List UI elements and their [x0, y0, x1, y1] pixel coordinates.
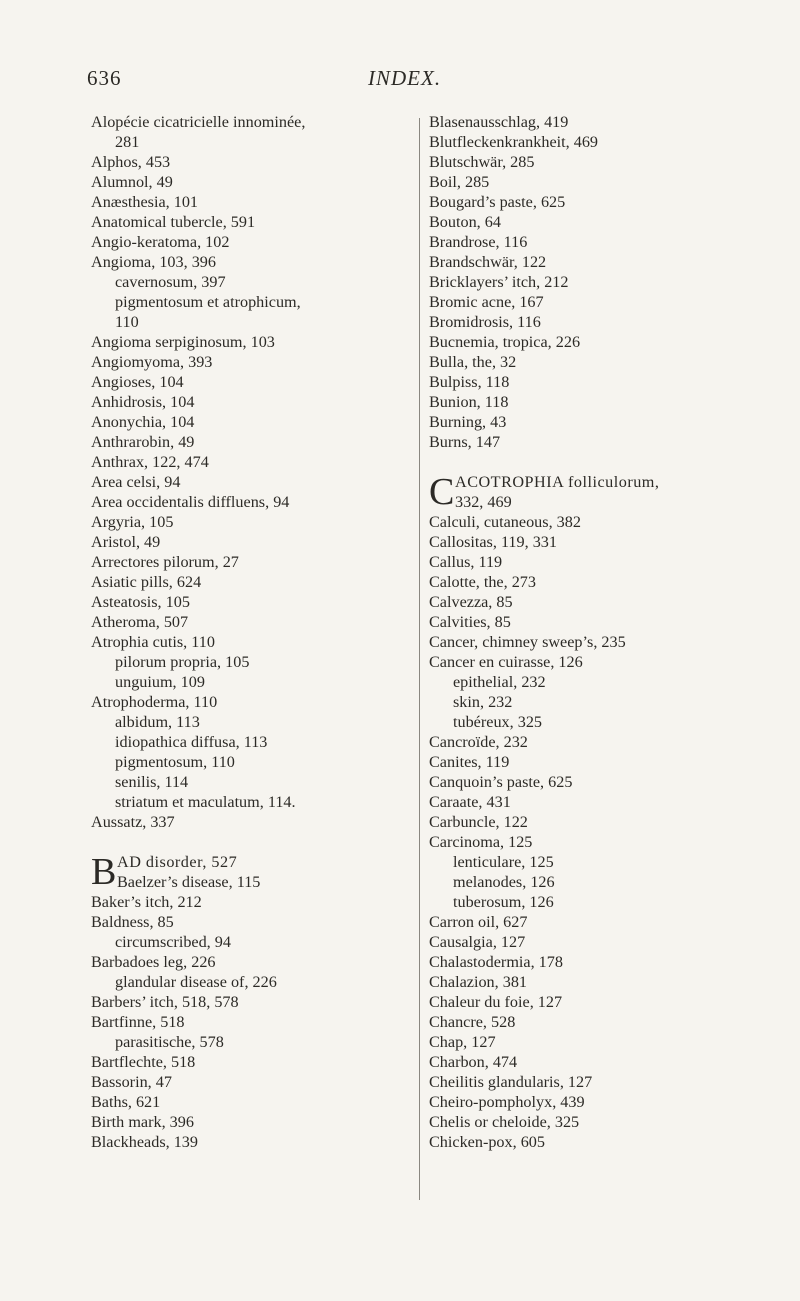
- index-column-left: [91, 112, 421, 1152]
- index-entry: Barbers’ itch, 518, 578: [91, 993, 239, 1011]
- index-entry: Aussatz, 337: [91, 813, 175, 831]
- index-entry-continuation: 281: [115, 133, 140, 151]
- index-entry: Carbuncle, 122: [429, 813, 528, 831]
- index-entry: Aristol, 49: [91, 533, 161, 551]
- index-entry: Bouton, 64: [429, 213, 501, 231]
- index-entry: Alumnol, 49: [91, 173, 173, 191]
- index-entry: Asteatosis, 105: [91, 593, 190, 611]
- index-entry: Cancroïde, 232: [429, 733, 528, 751]
- index-entry: Angiomyoma, 393: [91, 353, 213, 371]
- index-entry: Blutfleckenkrankheit, 469: [429, 133, 599, 151]
- index-entry: Bromic acne, 167: [429, 293, 544, 311]
- index-entry: Chap, 127: [429, 1033, 496, 1051]
- index-entry: Angioses, 104: [91, 373, 184, 391]
- index-entry: Anatomical tubercle, 591: [91, 213, 256, 231]
- index-entry: Anhidrosis, 104: [91, 393, 195, 411]
- index-entry: Blutschwär, 285: [429, 153, 535, 171]
- index-entry: Anonychia, 104: [91, 413, 195, 431]
- index-entry: Bulla, the, 32: [429, 353, 517, 371]
- index-subentry: epithelial, 232: [453, 673, 546, 691]
- index-subentry: tuberosum, 126: [453, 893, 554, 911]
- index-entry: Anthrarobin, 49: [91, 433, 195, 451]
- index-entry: Anthrax, 122, 474: [91, 453, 209, 471]
- index-entry: Angioma, 103, 396: [91, 253, 216, 271]
- index-entry: Cheilitis glandularis, 127: [429, 1073, 593, 1091]
- index-entry: Bougard’s paste, 625: [429, 193, 566, 211]
- index-entry-continuation: 110: [115, 313, 139, 331]
- index-entry: Chaleur du foie, 127: [429, 993, 563, 1011]
- section-gap: [91, 832, 421, 852]
- index-entry: Boil, 285: [429, 173, 490, 191]
- index-entry: Alopécie cicatricielle innominée,: [91, 113, 306, 131]
- index-entry: Carron oil, 627: [429, 913, 528, 931]
- index-subentry: striatum et maculatum, 114.: [115, 793, 296, 811]
- index-subentry: melanodes, 126: [453, 873, 555, 891]
- index-subentry: skin, 232: [453, 693, 513, 711]
- index-entry: Calvities, 85: [429, 613, 511, 631]
- index-entry-text: ACOTROPHIA folliculorum,: [455, 473, 660, 491]
- index-entry: Anæsthesia, 101: [91, 193, 199, 211]
- index-entry: Canites, 119: [429, 753, 510, 771]
- index-entry: Bulpiss, 118: [429, 373, 510, 391]
- index-subentry: parasitische, 578: [115, 1033, 224, 1051]
- index-entry: Baker’s itch, 212: [91, 893, 202, 911]
- index-entry: Brandrose, 116: [429, 233, 528, 251]
- index-entry: Chalastodermia, 178: [429, 953, 563, 971]
- index-entry: Calotte, the, 273: [429, 573, 536, 591]
- index-entry: Canquoin’s paste, 625: [429, 773, 573, 791]
- index-entry: Asiatic pills, 624: [91, 573, 202, 591]
- index-entry: Burns, 147: [429, 433, 501, 451]
- index-entry: Bunion, 118: [429, 393, 509, 411]
- index-entry: Cancer, chimney sweep’s, 235: [429, 633, 626, 651]
- index-entry: Bricklayers’ itch, 212: [429, 273, 569, 291]
- index-entry: Bartfinne, 518: [91, 1013, 185, 1031]
- index-entry: Argyria, 105: [91, 513, 174, 531]
- index-entry: Angio-keratoma, 102: [91, 233, 230, 251]
- index-entry: Baths, 621: [91, 1093, 161, 1111]
- index-entry: Atrophoderma, 110: [91, 693, 218, 711]
- index-entry: Atheroma, 507: [91, 613, 189, 631]
- index-entry-text: AD disorder, 527: [117, 853, 238, 871]
- index-entry: 332, 469: [455, 493, 512, 511]
- index-subentry: glandular disease of, 226: [115, 973, 277, 991]
- index-subentry: unguium, 109: [115, 673, 205, 691]
- index-subentry: pilorum propria, 105: [115, 653, 250, 671]
- index-entry: Caraate, 431: [429, 793, 511, 811]
- index-subentry: albidum, 113: [115, 713, 200, 731]
- index-entry: Alphos, 453: [91, 153, 171, 171]
- column-divider: [419, 118, 420, 1200]
- running-head: INDEX.: [368, 66, 442, 90]
- index-entry: Blasenausschlag, 419: [429, 113, 569, 131]
- index-subentry: cavernosum, 397: [115, 273, 226, 291]
- section-gap: [429, 452, 774, 472]
- index-entry: Area celsi, 94: [91, 473, 181, 491]
- index-entry: Calculi, cutaneous, 382: [429, 513, 581, 531]
- index-subentry: senilis, 114: [115, 773, 189, 791]
- index-subentry: pigmentosum et atrophicum,: [115, 293, 301, 311]
- index-subentry: idiopathica diffusa, 113: [115, 733, 268, 751]
- index-entry: Chelis or cheloide, 325: [429, 1113, 580, 1131]
- index-subentry: pigmentosum, 110: [115, 753, 235, 771]
- index-entry: Callositas, 119, 331: [429, 533, 557, 551]
- index-subentry: circumscribed, 94: [115, 933, 231, 951]
- drop-cap-initial: C: [429, 471, 455, 513]
- index-entry: Bromidrosis, 116: [429, 313, 541, 331]
- index-entry: Chalazion, 381: [429, 973, 528, 991]
- index-subentry: lenticulare, 125: [453, 853, 554, 871]
- index-entry: Carcinoma, 125: [429, 833, 533, 851]
- index-entry: Baldness, 85: [91, 913, 174, 931]
- index-entry: Cheiro-pompholyx, 439: [429, 1093, 585, 1111]
- index-entry: Chancre, 528: [429, 1013, 516, 1031]
- page-number: 636: [87, 66, 122, 90]
- index-entry: Causalgia, 127: [429, 933, 526, 951]
- index-column-right: [429, 112, 774, 1152]
- index-entry: Arrectores pilorum, 27: [91, 553, 239, 571]
- index-entry: Bucnemia, tropica, 226: [429, 333, 581, 351]
- index-entry: Bassorin, 47: [91, 1073, 172, 1091]
- index-entry: Chicken-pox, 605: [429, 1133, 545, 1151]
- index-entry: Atrophia cutis, 110: [91, 633, 215, 651]
- index-subentry: tubéreux, 325: [453, 713, 543, 731]
- index-entry: Angioma serpiginosum, 103: [91, 333, 275, 351]
- drop-cap-initial: B: [91, 851, 117, 893]
- index-entry: Barbadoes leg, 226: [91, 953, 216, 971]
- index-entry: Baelzer’s disease, 115: [117, 873, 261, 891]
- index-entry: Birth mark, 396: [91, 1113, 194, 1131]
- index-entry: Cancer en cuirasse, 126: [429, 653, 583, 671]
- index-entry: Burning, 43: [429, 413, 507, 431]
- index-entry: Area occidentalis diffluens, 94: [91, 493, 290, 511]
- index-entry: Calvezza, 85: [429, 593, 513, 611]
- index-entry: Blackheads, 139: [91, 1133, 198, 1151]
- index-entry: Callus, 119: [429, 553, 503, 571]
- index-entry: Charbon, 474: [429, 1053, 518, 1071]
- index-entry: Bartflechte, 518: [91, 1053, 196, 1071]
- index-entry: Brandschwär, 122: [429, 253, 547, 271]
